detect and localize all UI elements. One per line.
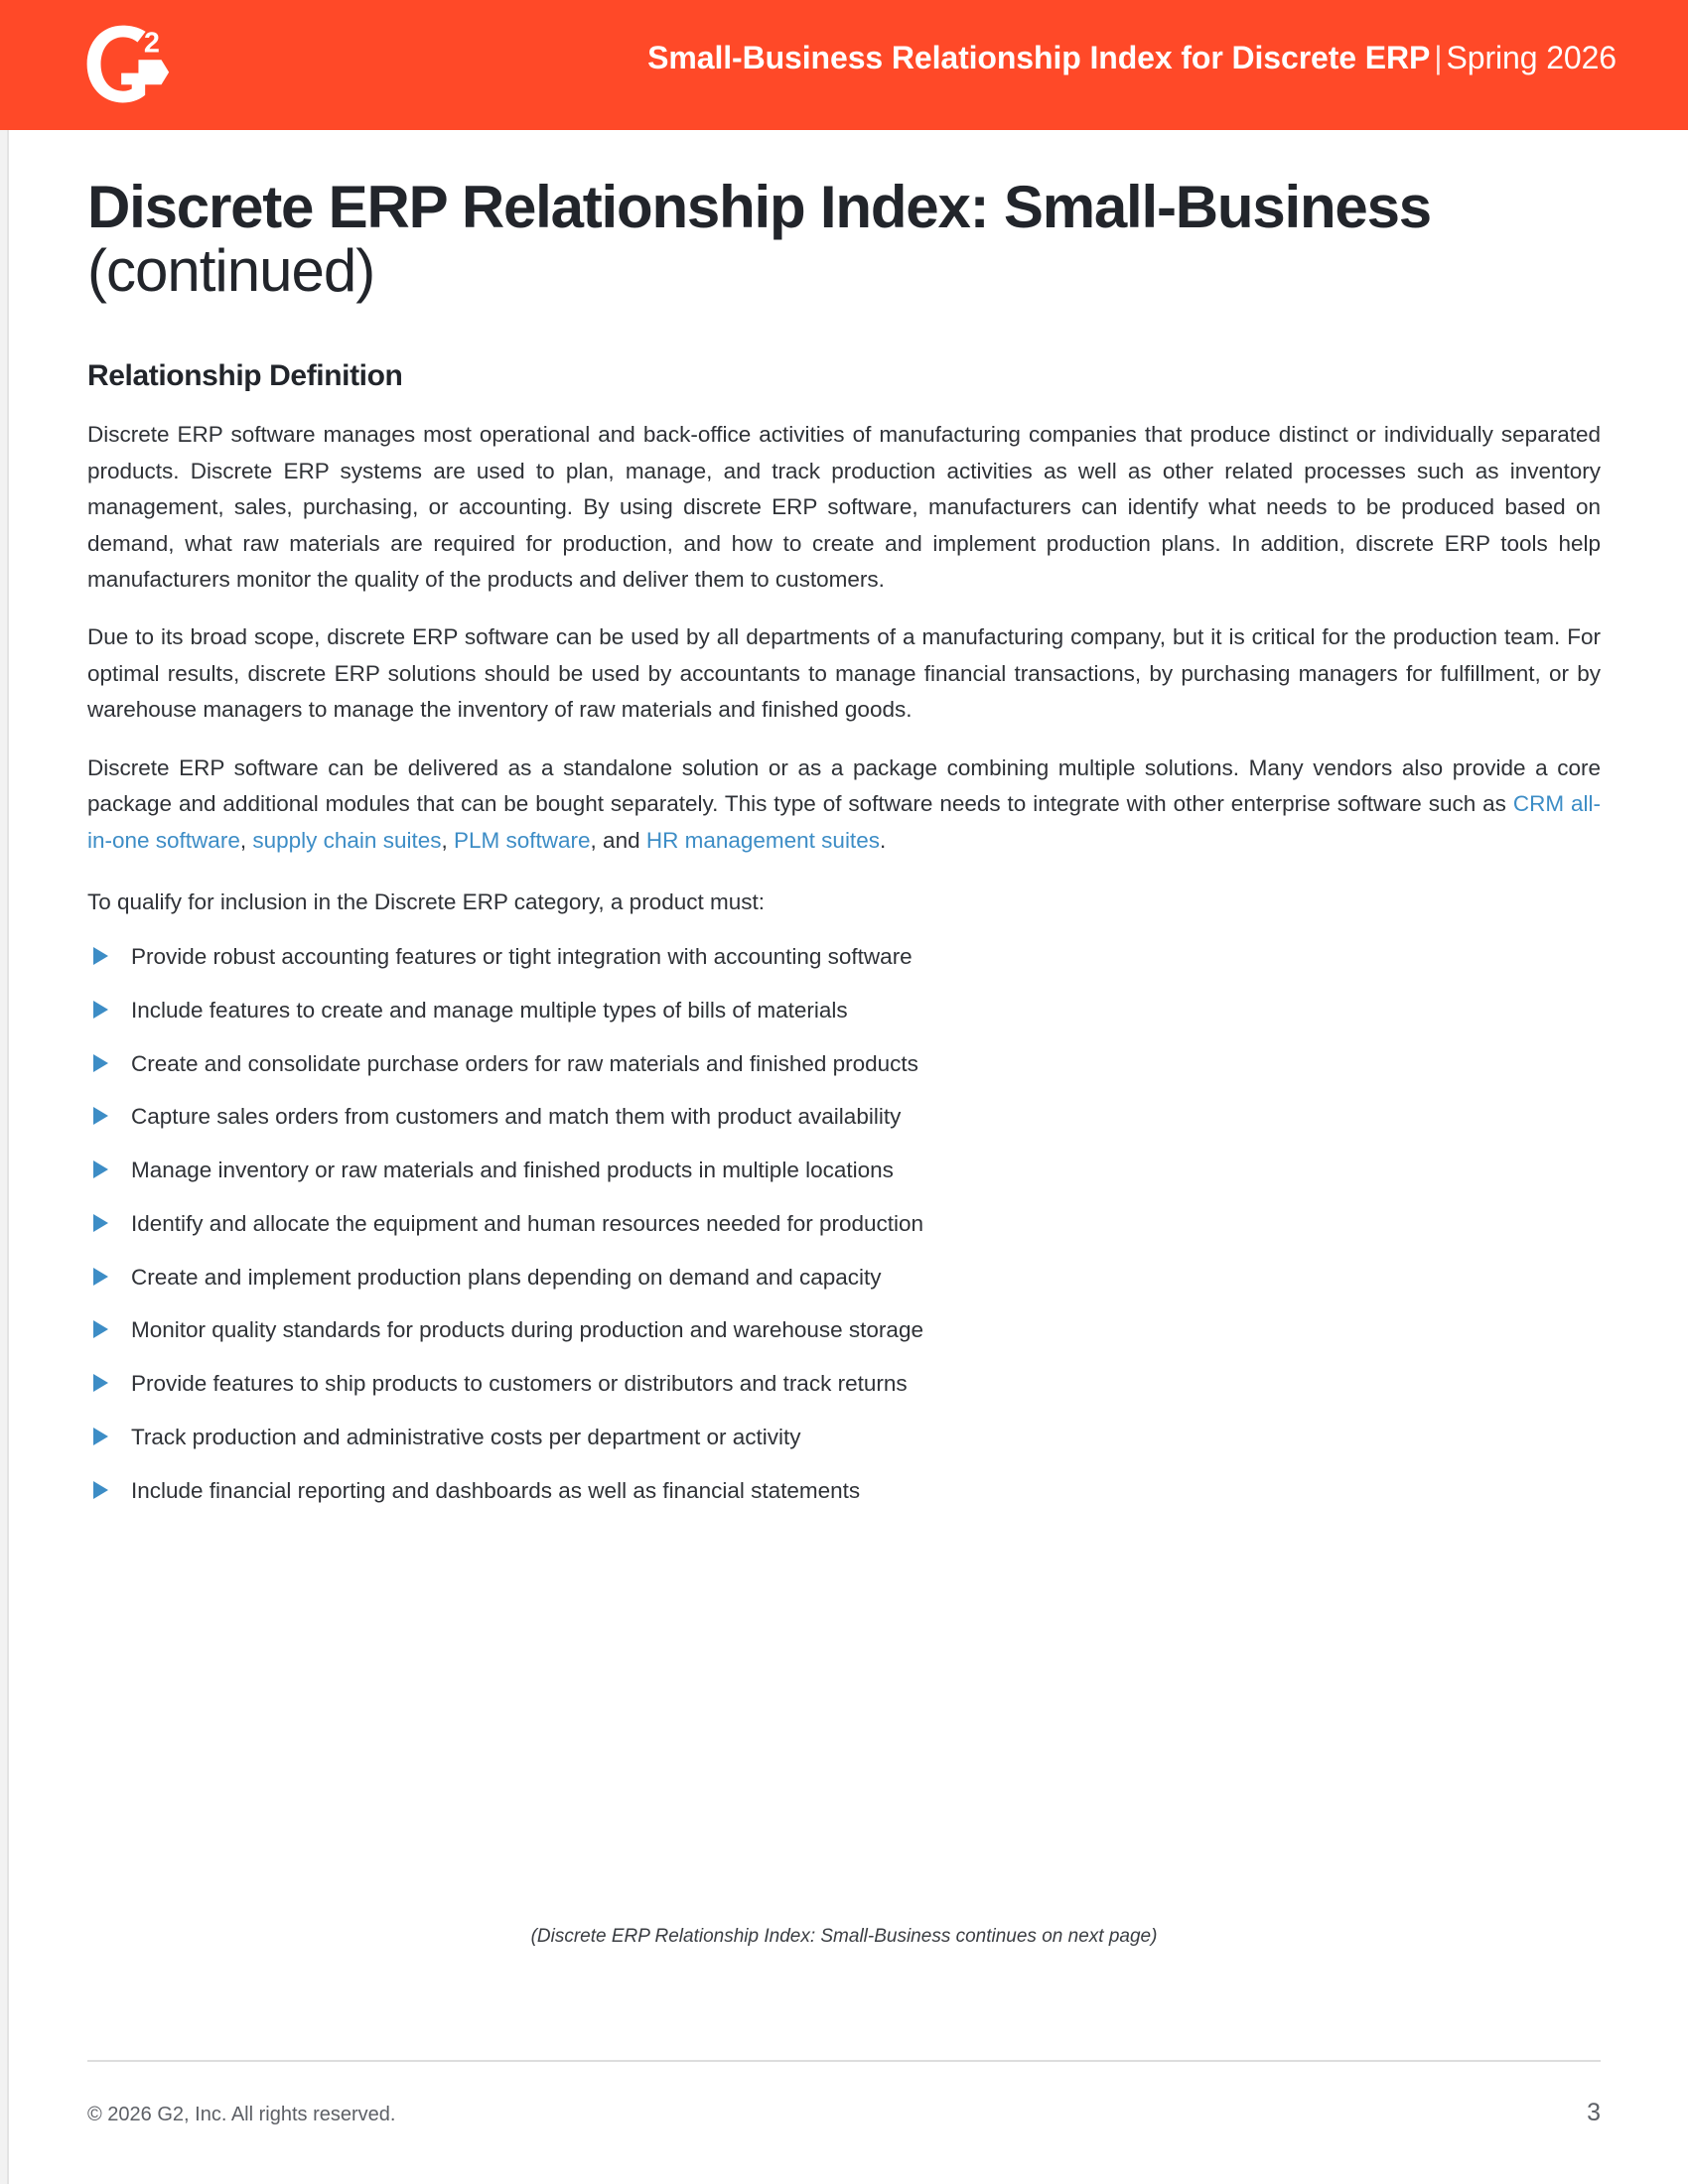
definition-paragraph-2: Due to its broad scope, discrete ERP software can be used by all departments of a manufacturing company, but it is critical for the production team. For optimal results, discrete ERP solutions should be used by accountants to manage financial transactions, by purchasing managers for fulfillment, or by warehouse managers to manage the inventory of raw materials and finished goods. — [87, 624, 1601, 723]
paragraph-3-sep-2: , — [441, 827, 454, 853]
list-item — [87, 942, 1601, 971]
link-supply-chain-suites[interactable]: supply chain suites — [252, 827, 442, 853]
list-item-label: Provide features to ship products to customers or distributors and track returns — [131, 1371, 908, 1396]
list-item — [87, 996, 1601, 1024]
list-item-label: Provide robust accounting features or tight integration with accounting software — [131, 944, 913, 969]
page-header — [0, 0, 1688, 130]
page-title — [87, 176, 1601, 302]
definition-paragraph-1: Discrete ERP software manages most operational and back-office activities of manufacturing companies that produce distinct or individually separated products. Discrete ERP systems are used to plan, manage, and track production activities as well as other related processes such as inventory management, sales, purchasing, or accounting. By using discrete ERP software, manufacturers can identify what needs to be produced based on demand, what raw materials are required for production, and how to create and implement production plans. In addition, discrete ERP tools help manufacturers monitor the quality of the products and deliver them to customers. — [87, 422, 1601, 592]
page-content — [87, 130, 1601, 1529]
list-item — [87, 1369, 1601, 1398]
list-item — [87, 1476, 1601, 1505]
list-item-label: Create and implement production plans depending on demand and capacity — [131, 1264, 882, 1290]
paragraph-3-sep-3: , and — [590, 827, 646, 853]
paragraph-3-sep-1: , — [239, 827, 253, 853]
continues-on-next-page-note: (Discrete ERP Relationship Index: Small-Business continues on next page) — [530, 1926, 1158, 1947]
paragraph-3-text-end: . — [879, 827, 887, 853]
page-title-continued: (continued) — [87, 236, 375, 304]
criteria-lead-in: To qualify for inclusion in the Discrete ERP category, a product must: — [87, 889, 765, 914]
triangle-right-icon — [93, 1160, 108, 1178]
footer-divider — [87, 2060, 1601, 2062]
list-item-label: Include financial reporting and dashboards as well as financial statements — [131, 1477, 861, 1503]
triangle-right-icon — [93, 1374, 108, 1392]
header-title-light: Spring 2026 — [1446, 40, 1617, 75]
svg-text:2: 2 — [143, 27, 160, 60]
criteria-list — [87, 942, 1601, 1505]
definition-paragraph-3 — [87, 751, 1601, 859]
footer-page-number: 3 — [1587, 2099, 1601, 2126]
page-footer — [87, 2099, 1601, 2127]
triangle-right-icon — [93, 1054, 108, 1072]
list-item — [87, 1423, 1601, 1451]
triangle-right-icon — [93, 1107, 108, 1125]
list-item — [87, 1263, 1601, 1292]
link-crm-all-in-one-software[interactable]: CRM all-in-one software — [87, 791, 1602, 853]
triangle-right-icon — [93, 947, 108, 965]
page-edge-line — [7, 0, 9, 2184]
list-item — [87, 1156, 1601, 1184]
triangle-right-icon — [93, 1268, 108, 1286]
triangle-right-icon — [93, 1001, 108, 1019]
footer-copyright: © 2026 G2, Inc. All rights reserved. — [87, 2104, 396, 2125]
list-item-label: Create and consolidate purchase orders for raw materials and finished products — [131, 1050, 918, 1076]
list-item-label: Manage inventory or raw materials and finished products in multiple locations — [131, 1158, 894, 1182]
list-item-label: Identify and allocate the equipment and human resources needed for production — [131, 1210, 924, 1236]
list-item-label: Include features to create and manage multiple types of bills of materials — [131, 997, 848, 1023]
paragraph-3-text-start: Discrete ERP software can be delivered as a standalone solution or as a package combining multiple solutions. Many vendors also provide a core package and additional modules that can be bought separately. This type of software needs to integrate with other enterprise software such as — [87, 754, 1601, 817]
triangle-right-icon — [93, 1320, 108, 1338]
triangle-right-icon — [93, 1481, 108, 1499]
list-item — [87, 1102, 1601, 1131]
page-edge-shadow — [0, 0, 7, 2184]
list-item-label: Capture sales orders from customers and match them with product availability — [131, 1104, 902, 1130]
triangle-right-icon — [93, 1428, 108, 1445]
list-item — [87, 1049, 1601, 1078]
page-title-main: Discrete ERP Relationship Index: Small-Business — [87, 174, 1431, 240]
header-title — [0, 40, 1617, 76]
list-item — [87, 1209, 1601, 1238]
header-title-strong: Small-Business Relationship Index for Discrete ERP — [647, 40, 1431, 75]
section-heading-relationship-definition: Relationship Definition — [87, 359, 403, 393]
list-item — [87, 1315, 1601, 1344]
triangle-right-icon — [93, 1214, 108, 1232]
link-plm-software[interactable]: PLM software — [453, 827, 591, 853]
list-item-label: Monitor quality standards for products during production and warehouse storage — [131, 1317, 923, 1343]
list-item-label: Track production and administrative costs per department or activity — [131, 1424, 801, 1449]
header-title-divider: | — [1434, 40, 1443, 75]
link-hr-management-suites[interactable]: HR management suites — [645, 827, 880, 853]
